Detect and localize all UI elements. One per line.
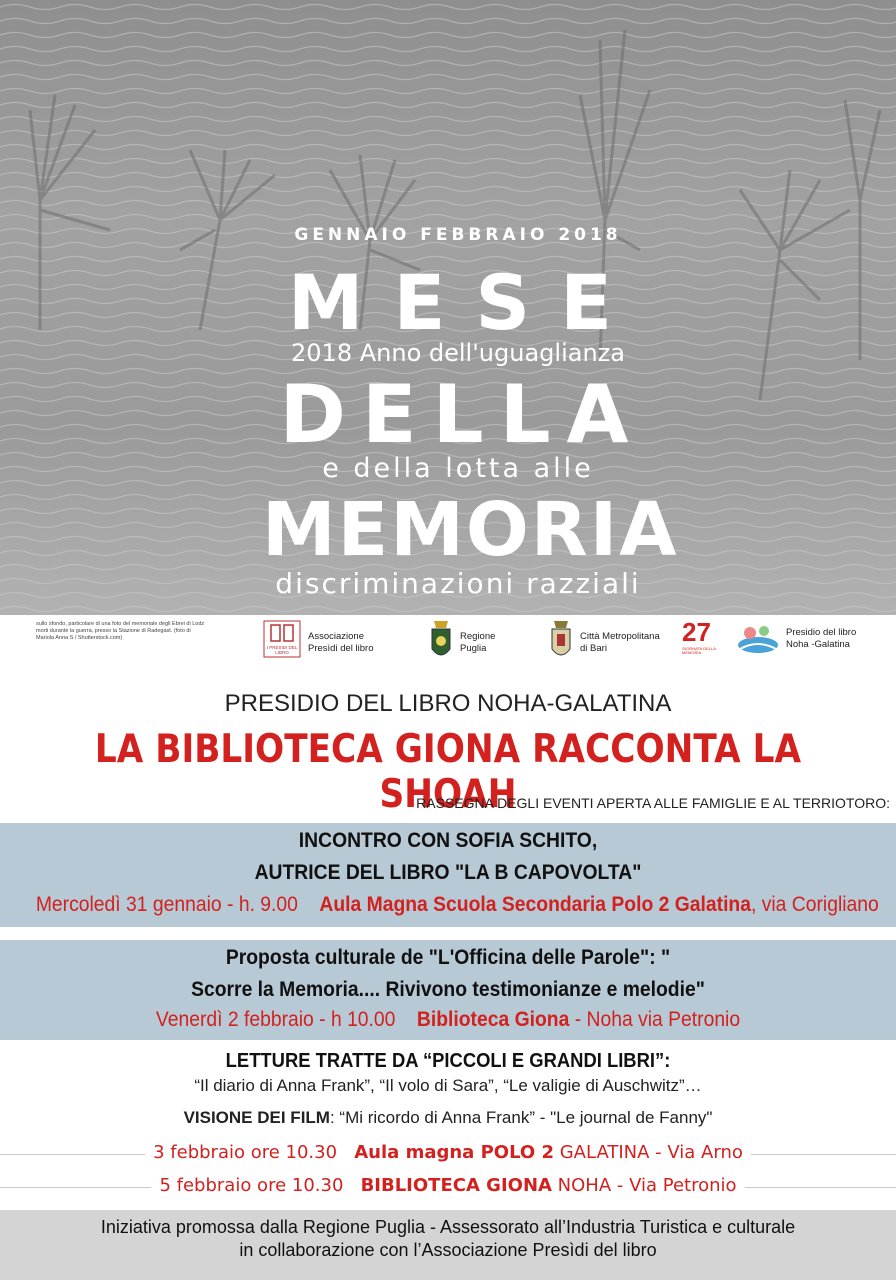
film-label: VISIONE DEI FILM (183, 1108, 330, 1127)
logo-citta-metropolitana (548, 619, 660, 663)
title-memoria: MEMORIA (262, 487, 679, 573)
screening-row (0, 1142, 896, 1166)
photo-credit: sullo sfondo, particolare di una foto del memoriale degli Ebrei di Lodz morti durante la guerra, presso la Stazione di Radegast. (foto di Mariola Anna S / Shutterstock.com) (36, 621, 205, 642)
presidi-line2: Presìdi del libro (308, 643, 374, 654)
giornata-number: 27 (682, 617, 711, 647)
regione-line2: Puglia (460, 643, 487, 654)
title-della: DELLA (279, 368, 645, 461)
screening-place: BIBLIOTECA GIONA (360, 1175, 552, 1196)
event1-place: Aula Magna Scuola Secondaria Polo 2 Galatina (319, 893, 751, 916)
logo-presidi-del-libro (262, 619, 373, 659)
screening-place: Aula magna POLO 2 (354, 1142, 554, 1163)
noha-line2: Noha -Galatina (786, 639, 850, 650)
logo-giornata-memoria (682, 619, 726, 663)
event2-place: Biblioteca Giona (416, 1008, 570, 1031)
hero-banner (0, 0, 896, 615)
event1-title2: AUTRICE DEL LIBRO "LA B CAPOVOLTA" (254, 861, 642, 884)
regione-crest-icon (428, 619, 454, 663)
logo-regione-puglia (428, 619, 495, 663)
event1-street: , via Corigliano (750, 893, 879, 916)
footer-band (0, 1210, 896, 1280)
title-mese: MESE (287, 258, 643, 347)
event1-date: Mercoledì 31 gennaio - h. 9.00 (35, 893, 298, 916)
giornata-caption: GIORNATA DELLA MEMORIA (682, 646, 716, 656)
event2-details (36, 1008, 860, 1032)
logo-presidio-noha (736, 619, 856, 659)
event1-details (35, 893, 879, 917)
presidi-badge-text: I PRESIDI DEL LIBRO (266, 645, 298, 655)
noha-line1: Presidio del libro (786, 627, 857, 639)
citta-line1: Città Metropolitana (580, 631, 660, 643)
event2-band (0, 940, 896, 1040)
noha-logo-icon (736, 619, 780, 659)
discrimination-subtitle: discriminazioni razziali (275, 567, 641, 600)
screening-rest: GALATINA - Via Arno (559, 1142, 743, 1163)
event1-title1: INCONTRO CON SOFIA SCHITO, (298, 829, 598, 852)
citta-crest-icon (548, 619, 574, 663)
footer-line1: Iniziativa promossa dalla Regione Puglia - Assessorato all’Industria Turistica e culturale (100, 1217, 796, 1237)
event1-band (0, 823, 896, 927)
year-subtitle: 2018 Anno dell'uguaglianza (291, 339, 625, 367)
citta-line2: di Bari (580, 643, 607, 654)
presidi-line1: Associazione (308, 631, 364, 643)
screening-row (0, 1175, 896, 1199)
event2-date: Venerdì 2 febbraio - h 10.00 (155, 1008, 396, 1031)
screening-date: 5 febbraio ore 10.30 (159, 1175, 344, 1196)
rassegna-line: RASSEGNA DEGLI EVENTI APERTA ALLE FAMIGLIE E AL TERRIOTORO: (416, 795, 890, 811)
letture-heading: LETTURE TRATTE DA “PICCOLI E GRANDI LIBRI”: (225, 1050, 671, 1072)
main-headline: LA BIBLIOTECA GIONA RACCONTA LA SHOAH (94, 727, 802, 817)
event2-street: - Noha via Petronio (574, 1008, 741, 1031)
film-titles: : “Mi ricordo di Anna Frank” - "Le journal de Fanny" (329, 1108, 713, 1127)
lotta-subtitle: e della lotta alle (322, 453, 594, 484)
presidio-heading: PRESIDIO DEL LIBRO NOHA-GALATINA (224, 690, 672, 717)
event2-title1: Proposta culturale de "L'Officina delle Parole": " (225, 946, 671, 969)
film-line (0, 1108, 896, 1128)
screening-date: 3 febbraio ore 10.30 (153, 1142, 338, 1163)
screening-rest: NOHA - Via Petronio (557, 1175, 737, 1196)
regione-line1: Regione (460, 631, 496, 643)
dates-line: GENNAIO FEBBRAIO 2018 (294, 225, 622, 245)
letture-books: “Il diario di Anna Frank”, “Il volo di Sara”, “Le valigie di Auschwitz”… (194, 1076, 702, 1095)
event2-title2: Scorre la Memoria.... Rivivono testimonianze e melodie" (191, 978, 705, 1001)
logo-strip (0, 615, 896, 685)
footer-line2: in collaborazione con l’Associazione Presìdi del libro (239, 1240, 657, 1260)
